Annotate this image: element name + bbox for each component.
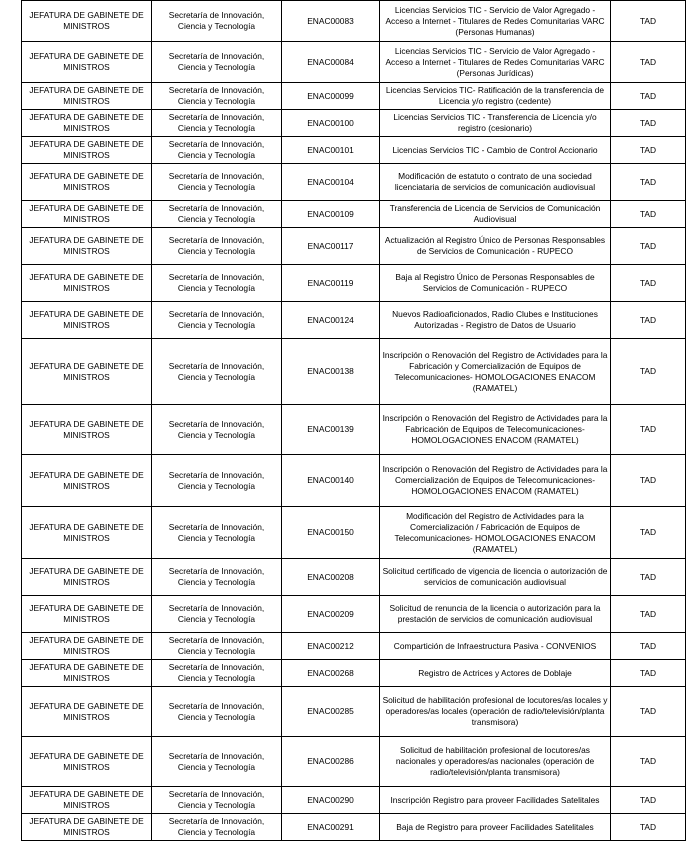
secretariat-cell: Secretaría de Innovación, Ciencia y Tecnología <box>152 265 282 302</box>
secretariat-cell: Secretaría de Innovación, Ciencia y Tecnología <box>152 83 282 110</box>
procedure-code-cell: ENAC00290 <box>282 787 380 814</box>
organism-cell: JEFATURA DE GABINETE DE MINISTROS <box>22 660 152 687</box>
table-row <box>22 507 686 559</box>
channel-cell: TAD <box>611 814 686 841</box>
channel-cell: TAD <box>611 110 686 137</box>
channel-cell: TAD <box>611 737 686 787</box>
organism-cell: JEFATURA DE GABINETE DE MINISTROS <box>22 164 152 201</box>
procedure-description-cell: Nuevos Radioaficionados, Radio Clubes e Instituciones Autorizadas - Registro de Datos de Usuario <box>380 302 611 339</box>
channel-cell: TAD <box>611 1 686 42</box>
secretariat-cell: Secretaría de Innovación, Ciencia y Tecnología <box>152 164 282 201</box>
procedure-description-cell: Transferencia de Licencia de Servicios de Comunicación Audiovisual <box>380 201 611 228</box>
table-row <box>22 302 686 339</box>
procedure-description-cell: Baja de Registro para proveer Facilidades Satelitales <box>380 814 611 841</box>
organism-cell: JEFATURA DE GABINETE DE MINISTROS <box>22 507 152 559</box>
channel-cell: TAD <box>611 339 686 405</box>
procedure-code-cell: ENAC00109 <box>282 201 380 228</box>
table-row <box>22 814 686 841</box>
secretariat-cell: Secretaría de Innovación, Ciencia y Tecnología <box>152 687 282 737</box>
procedure-description-cell: Licencias Servicios TIC - Servicio de Valor Agregado - Acceso a Internet - Titulares de Redes Comunitarias VARC (Personas Humanas) <box>380 1 611 42</box>
secretariat-cell: Secretaría de Innovación, Ciencia y Tecnología <box>152 633 282 660</box>
procedure-description-cell: Inscripción Registro para proveer Facilidades Satelitales <box>380 787 611 814</box>
procedure-code-cell: ENAC00139 <box>282 405 380 455</box>
procedure-code-cell: ENAC00268 <box>282 660 380 687</box>
secretariat-cell: Secretaría de Innovación, Ciencia y Tecnología <box>152 787 282 814</box>
table-row <box>22 137 686 164</box>
organism-cell: JEFATURA DE GABINETE DE MINISTROS <box>22 559 152 596</box>
procedure-code-cell: ENAC00124 <box>282 302 380 339</box>
table-row <box>22 687 686 737</box>
procedure-description-cell: Inscripción o Renovación del Registro de Actividades para la Fabricación y Comercialización de Equipos de Telecomunicaciones- HOMOLOGACIONES ENACOM (RAMATEL) <box>380 339 611 405</box>
organism-cell: JEFATURA DE GABINETE DE MINISTROS <box>22 137 152 164</box>
secretariat-cell: Secretaría de Innovación, Ciencia y Tecnología <box>152 737 282 787</box>
table-row <box>22 42 686 83</box>
channel-cell: TAD <box>611 302 686 339</box>
channel-cell: TAD <box>611 787 686 814</box>
organism-cell: JEFATURA DE GABINETE DE MINISTROS <box>22 228 152 265</box>
secretariat-cell: Secretaría de Innovación, Ciencia y Tecnología <box>152 814 282 841</box>
procedure-description-cell: Compartición de Infraestructura Pasiva - CONVENIOS <box>380 633 611 660</box>
procedure-description-cell: Solicitud de renuncia de la licencia o autorización para la prestación de servicios de comunicación audiovisual <box>380 596 611 633</box>
table-row <box>22 265 686 302</box>
channel-cell: TAD <box>611 633 686 660</box>
table-row <box>22 660 686 687</box>
procedure-code-cell: ENAC00100 <box>282 110 380 137</box>
table-row <box>22 596 686 633</box>
channel-cell: TAD <box>611 507 686 559</box>
organism-cell: JEFATURA DE GABINETE DE MINISTROS <box>22 405 152 455</box>
procedure-description-cell: Licencias Servicios TIC - Servicio de Valor Agregado - Acceso a Internet - Titulares de Redes Comunitarias VARC (Personas Jurídicas) <box>380 42 611 83</box>
procedure-code-cell: ENAC00209 <box>282 596 380 633</box>
channel-cell: TAD <box>611 687 686 737</box>
procedure-description-cell: Solicitud de habilitación profesional de locutores/as nacionales y operadores/as nacionales (operación de radio/televisión/planta transmisora) <box>380 737 611 787</box>
procedure-code-cell: ENAC00285 <box>282 687 380 737</box>
procedure-code-cell: ENAC00083 <box>282 1 380 42</box>
channel-cell: TAD <box>611 42 686 83</box>
secretariat-cell: Secretaría de Innovación, Ciencia y Tecnología <box>152 405 282 455</box>
procedure-code-cell: ENAC00140 <box>282 455 380 507</box>
table-row <box>22 201 686 228</box>
secretariat-cell: Secretaría de Innovación, Ciencia y Tecnología <box>152 596 282 633</box>
secretariat-cell: Secretaría de Innovación, Ciencia y Tecnología <box>152 228 282 265</box>
procedure-code-cell: ENAC00150 <box>282 507 380 559</box>
procedure-description-cell: Inscripción o Renovación del Registro de Actividades para la Comercialización de Equipos de Telecomunicaciones- HOMOLOGACIONES ENACOM (RAMATEL) <box>380 455 611 507</box>
table-row <box>22 228 686 265</box>
secretariat-cell: Secretaría de Innovación, Ciencia y Tecnología <box>152 455 282 507</box>
procedure-description-cell: Modificación del Registro de Actividades para la Comercialización / Fabricación de Equipos de Telecomunicaciones- HOMOLOGACIONES ENACOM (RAMATEL) <box>380 507 611 559</box>
table-row <box>22 164 686 201</box>
channel-cell: TAD <box>611 137 686 164</box>
procedure-description-cell: Registro de Actrices y Actores de Doblaje <box>380 660 611 687</box>
organism-cell: JEFATURA DE GABINETE DE MINISTROS <box>22 814 152 841</box>
channel-cell: TAD <box>611 83 686 110</box>
table-row <box>22 737 686 787</box>
channel-cell: TAD <box>611 228 686 265</box>
organism-cell: JEFATURA DE GABINETE DE MINISTROS <box>22 339 152 405</box>
table-row <box>22 1 686 42</box>
table-body <box>22 1 686 841</box>
table-row <box>22 110 686 137</box>
organism-cell: JEFATURA DE GABINETE DE MINISTROS <box>22 42 152 83</box>
table-row <box>22 339 686 405</box>
procedure-code-cell: ENAC00212 <box>282 633 380 660</box>
secretariat-cell: Secretaría de Innovación, Ciencia y Tecnología <box>152 201 282 228</box>
organism-cell: JEFATURA DE GABINETE DE MINISTROS <box>22 787 152 814</box>
procedure-description-cell: Inscripción o Renovación del Registro de Actividades para la Fabricación de Equipos de Telecomunicaciones- HOMOLOGACIONES ENACOM (RAMATEL) <box>380 405 611 455</box>
table-row <box>22 405 686 455</box>
channel-cell: TAD <box>611 455 686 507</box>
secretariat-cell: Secretaría de Innovación, Ciencia y Tecnología <box>152 110 282 137</box>
organism-cell: JEFATURA DE GABINETE DE MINISTROS <box>22 265 152 302</box>
table-row <box>22 455 686 507</box>
organism-cell: JEFATURA DE GABINETE DE MINISTROS <box>22 302 152 339</box>
procedure-description-cell: Licencias Servicios TIC - Transferencia de Licencia y/o registro (cesionario) <box>380 110 611 137</box>
secretariat-cell: Secretaría de Innovación, Ciencia y Tecnología <box>152 559 282 596</box>
channel-cell: TAD <box>611 201 686 228</box>
channel-cell: TAD <box>611 265 686 302</box>
procedure-description-cell: Baja al Registro Único de Personas Responsables de Servicios de Comunicación - RUPECO <box>380 265 611 302</box>
procedure-code-cell: ENAC00286 <box>282 737 380 787</box>
organism-cell: JEFATURA DE GABINETE DE MINISTROS <box>22 455 152 507</box>
procedure-description-cell: Licencias Servicios TIC- Ratificación de la transferencia de Licencia y/o registro (cedente) <box>380 83 611 110</box>
channel-cell: TAD <box>611 596 686 633</box>
table-row <box>22 633 686 660</box>
secretariat-cell: Secretaría de Innovación, Ciencia y Tecnología <box>152 339 282 405</box>
organism-cell: JEFATURA DE GABINETE DE MINISTROS <box>22 1 152 42</box>
secretariat-cell: Secretaría de Innovación, Ciencia y Tecnología <box>152 42 282 83</box>
table-row <box>22 787 686 814</box>
procedure-code-cell: ENAC00119 <box>282 265 380 302</box>
organism-cell: JEFATURA DE GABINETE DE MINISTROS <box>22 737 152 787</box>
procedure-description-cell: Modificación de estatuto o contrato de una sociedad licenciataria de servicios de comunicación audiovisual <box>380 164 611 201</box>
channel-cell: TAD <box>611 405 686 455</box>
procedure-code-cell: ENAC00084 <box>282 42 380 83</box>
procedure-description-cell: Licencias Servicios TIC - Cambio de Control Accionario <box>380 137 611 164</box>
procedure-code-cell: ENAC00101 <box>282 137 380 164</box>
procedure-code-cell: ENAC00117 <box>282 228 380 265</box>
organism-cell: JEFATURA DE GABINETE DE MINISTROS <box>22 201 152 228</box>
procedure-code-cell: ENAC00099 <box>282 83 380 110</box>
procedure-code-cell: ENAC00138 <box>282 339 380 405</box>
secretariat-cell: Secretaría de Innovación, Ciencia y Tecnología <box>152 137 282 164</box>
table-row <box>22 83 686 110</box>
procedure-description-cell: Actualización al Registro Único de Personas Responsables de Servicios de Comunicación - RUPECO <box>380 228 611 265</box>
organism-cell: JEFATURA DE GABINETE DE MINISTROS <box>22 687 152 737</box>
secretariat-cell: Secretaría de Innovación, Ciencia y Tecnología <box>152 302 282 339</box>
organism-cell: JEFATURA DE GABINETE DE MINISTROS <box>22 596 152 633</box>
procedure-code-cell: ENAC00104 <box>282 164 380 201</box>
procedures-table <box>21 0 686 841</box>
channel-cell: TAD <box>611 559 686 596</box>
procedure-description-cell: Solicitud certificado de vigencia de licencia o autorización de servicios de comunicación audiovisual <box>380 559 611 596</box>
channel-cell: TAD <box>611 164 686 201</box>
secretariat-cell: Secretaría de Innovación, Ciencia y Tecnología <box>152 1 282 42</box>
procedure-code-cell: ENAC00291 <box>282 814 380 841</box>
organism-cell: JEFATURA DE GABINETE DE MINISTROS <box>22 633 152 660</box>
table-row <box>22 559 686 596</box>
procedure-description-cell: Solicitud de habilitación profesional de locutores/as locales y operadores/as locales (operación de radio/televisión/planta transmisora) <box>380 687 611 737</box>
secretariat-cell: Secretaría de Innovación, Ciencia y Tecnología <box>152 660 282 687</box>
procedure-code-cell: ENAC00208 <box>282 559 380 596</box>
channel-cell: TAD <box>611 660 686 687</box>
organism-cell: JEFATURA DE GABINETE DE MINISTROS <box>22 110 152 137</box>
organism-cell: JEFATURA DE GABINETE DE MINISTROS <box>22 83 152 110</box>
secretariat-cell: Secretaría de Innovación, Ciencia y Tecnología <box>152 507 282 559</box>
